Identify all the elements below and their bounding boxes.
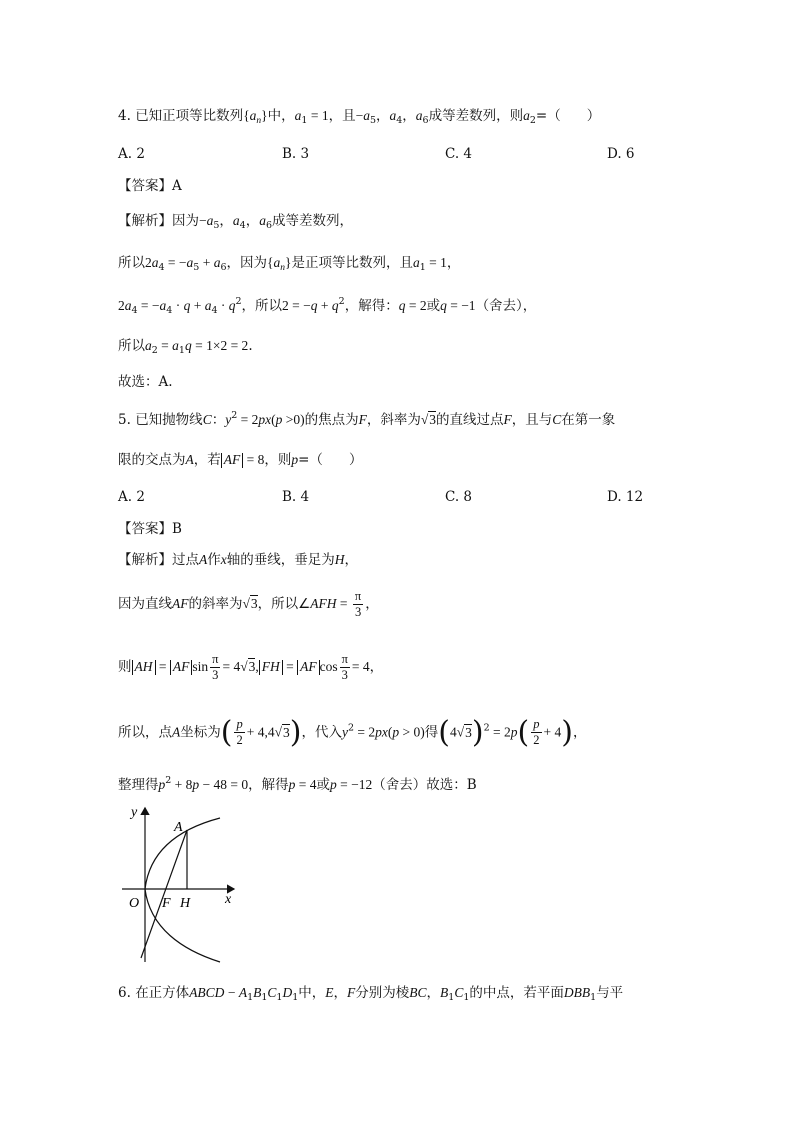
parabola-curve — [145, 818, 220, 962]
q4-choice-c: C. 4 — [445, 146, 473, 162]
q5-analysis-line-2: 因为直线AF的斜率为√3，所以∠AFH = $\frac{\pi}{3}$ ， — [118, 589, 379, 619]
label-h: H — [180, 896, 191, 911]
label-y: y — [131, 805, 138, 820]
q5-choice-a: A. 2 — [118, 489, 145, 505]
q5-choice-d: D. 12 — [607, 489, 644, 505]
q5-analysis-line-1: 【解析】过点A作x轴的垂线，垂足为H， — [118, 552, 358, 568]
q5-analysis-line-3: 则 AH = AF sin $\frac{\pi}{3}$ = 4√3, FH = AF cos $\frac{\pi}{3}$ = 4， — [118, 652, 384, 682]
q4-analysis-line-4: 所以$a_2 = a_1q = 1\times 2 = 2$. — [118, 338, 253, 356]
q4-choice-b: B. 3 — [282, 146, 310, 162]
q5-choice-b: B. 4 — [282, 489, 310, 505]
label-x: x — [225, 892, 232, 907]
label-o: O — [129, 896, 140, 911]
label-a: A — [174, 820, 183, 835]
q5-analysis-line-5: 整理得$p^2 + 8p - 48 = 0$，解得p = 4或p = −12（舍去）故选：B — [118, 775, 477, 793]
q4-conclusion: 故选：A. — [118, 374, 173, 390]
label-f: F — [162, 896, 171, 911]
q6-stem: 6. 在正方体ABCD − $A_1B_1C_1D_1$中，E，F分别为棱BC，$B_1C_1$的中点，若平面$DBB_1$与平 — [118, 985, 624, 1003]
q5-stem-line-2: 限的交点为A，若 AF = 8，则p=（ ） — [118, 452, 363, 468]
parabola-figure — [112, 800, 262, 970]
q4-answer: 【答案】A — [118, 178, 182, 194]
q4-stem: 4. 已知正项等比数列$\{a_n\}$中，$a_1 = 1$，且$-a_5$，$a_4$，$a_6$成等差数列，则$a_2=$（ ） — [118, 108, 601, 126]
q5-choice-c: C. 8 — [445, 489, 473, 505]
q4-analysis-line-3: $2a_4 = -a_4 \cdot q + a_4 \cdot q^2$，所以$2 = -q + q^2$，解得：q = 2或q = −1（舍去）， — [118, 296, 537, 316]
q4-analysis-line-2: 所以$2a_4 = -a_5 + a_6$，因为$\{a_n\}$是正项等比数列，且$a_1 = 1$， — [118, 255, 461, 273]
q5-answer: 【答案】B — [118, 521, 182, 537]
focal-line — [141, 830, 187, 958]
q5-analysis-line-4: 所以，点A坐标为( $\frac{p}{2}$ + 4,4√3)，代入$y^2 = 2px(p > 0)$得$(4√3)^2 = 2p$( $\frac{p}{2}$ + 4)， — [118, 715, 587, 750]
q4-choice-d: D. 6 — [607, 146, 635, 162]
q4-analysis-line-1: 【解析】因为$-a_5$，$a_4$，$a_6$成等差数列， — [118, 213, 354, 231]
q4-choice-a: A. 2 — [118, 146, 145, 162]
q5-stem-line-1: 5. 已知抛物线C：$y^2 = 2px(p >0)$的焦点为F，斜率为√3的直线过点F，且与C在第一象 — [118, 410, 616, 428]
